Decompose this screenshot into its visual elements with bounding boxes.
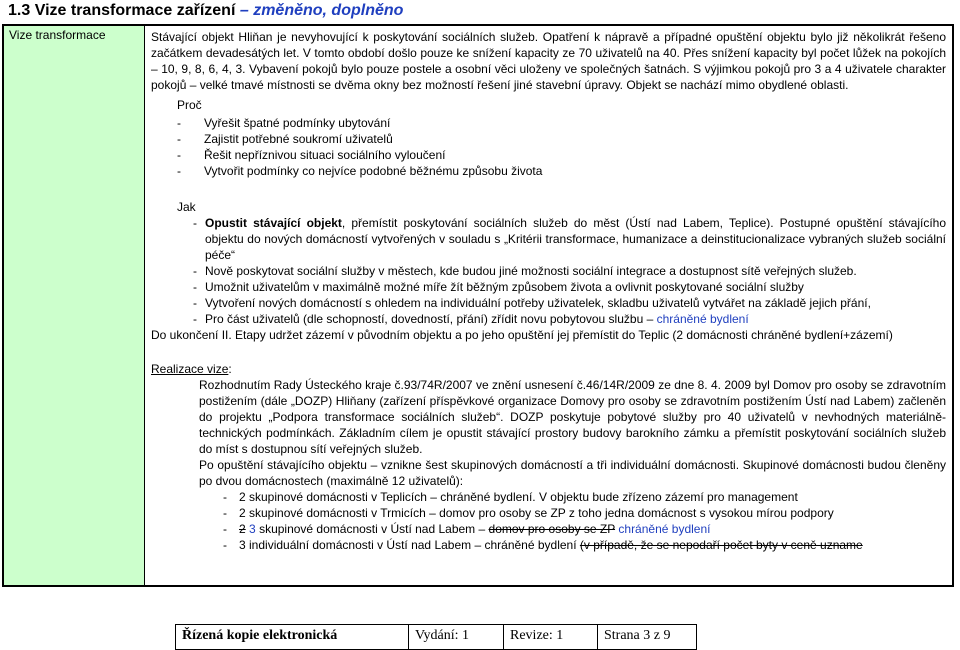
- row-content: [145, 26, 952, 585]
- vision-table: [2, 24, 954, 587]
- list-item: - Vytvoření nových domácností s ohledem na individuální potřeby uživatelek, skladbu uživatelů vytvářet na základě jejich přání,: [193, 296, 871, 310]
- section-title: Vize transformace zařízení: [34, 2, 236, 19]
- how-section: [151, 199, 946, 343]
- document-footer: [175, 624, 697, 650]
- why-section: [151, 97, 946, 179]
- list-item: - 2 skupinové domácnosti v Teplicích – chráněné bydlení. V objektu bude zřízeno zázemí pro management: [223, 490, 798, 504]
- list-item: - Opustit stávající objekt, přemístit poskytování sociálních služeb do měst (Ústí nad Labem, Teplice). Postupné opuštění stávajícího objektu do nových domácností vytvořených v souladu s „Kritérii transformace, humanizace a deinstitucionalizace vybraných služeb sociální péče“: [193, 216, 947, 262]
- change-note: – změněno, doplněno: [239, 2, 404, 19]
- section-heading: [8, 0, 403, 22]
- list-item: - Řešit nepříznivou situaci sociálního vyloučení: [177, 148, 446, 162]
- list-item: - Nově poskytovat sociální služby v městech, kde budou jiné možnosti sociální integrace a dostupnost sítě veřejných služeb.: [193, 264, 857, 278]
- realization-paragraph-1: Rozhodnutím Rady Ústeckého kraje č.93/74R/2007 ve znění usnesení č.46/14R/2009 ze dne 8. 4. 2009 byl Domov pro osoby se zdravotním postižením (dále „DOZP) Hliňany (zařízení příspěvkové organizace Domovy pro osoby se zdravotním postižením Ústí nad Labem) začleněn do projektu „Podpora transformace sociálních služeb“. DOZP poskytuje pobytové služby pro 40 uživatelů v nevhodných materiálně-technických podmínkách. Základním cílem je opustit stávající prostory budovy barokního zámku a přemístit poskytování sociálních služeb do míst s dostupnou sítí veřejných služeb.: [199, 378, 946, 456]
- how-list: [151, 215, 946, 327]
- phase-end-paragraph: Do ukončení II. Etapy udržet zázemí v původním objektu a po jeho opuštění jej přemístit do Teplic (2 domácnosti chráněné bydlení+zázemí): [151, 328, 893, 342]
- list-item: - Vytvořit podmínky co nejvíce podobné běžnému způsobu života: [177, 164, 543, 178]
- list-item: - 2 3 skupinové domácnosti v Ústí nad Labem – domov pro osoby se ZP chráněné bydlení: [223, 522, 711, 536]
- households-list: [151, 489, 946, 553]
- why-title: Proč: [177, 98, 202, 112]
- list-item: - Vyřešit špatné podmínky ubytování: [177, 116, 391, 130]
- list-item: - 3 individuální domácnosti v Ústí nad Labem – chráněné bydlení (v případě, že se nepodaří počet byty v ceně uzname: [223, 538, 863, 552]
- realization-paragraph-2: Po opuštění stávajícího objektu – vznikne šest skupinových domácností a tři individuální domácnosti. Skupinové domácnosti budou členěny po dvou domácnostech (maximálně 12 uživatelů):: [199, 458, 946, 488]
- section-number: 1.3: [8, 2, 31, 19]
- how-title: Jak: [177, 200, 196, 214]
- list-item: - Zajistit potřebné soukromí uživatelů: [177, 132, 393, 146]
- why-list: [177, 115, 946, 179]
- row-label: Vize transformace: [4, 26, 145, 585]
- list-item: - 2 skupinové domácnosti v Trmicích – domov pro osoby se ZP z toho jedna domácnost s vysokou mírou podpory: [223, 506, 834, 520]
- page-number: Strana 3 z 9: [604, 628, 671, 643]
- intro-paragraph: Stávající objekt Hliňan je nevyhovující k poskytování sociálních služeb. Opatření k nápravě a případné opuštění objektu bylo již několikrát řešeno začátkem devadesátých let. V tomto období došlo pouze ke snížení kapacity ze 70 uživatelů na 40. Přes snížení kapacity byl počet lůžek na pokojích – 10, 9, 8, 6, 4, 3. Vybavení pokojů bylo pouze postele a osobní věci uloženy ve společných šatnách. S výjimkou pokojů pro 3 a 4 uživatele charakter pokojů – velké tmavé místnosti se dvěma okny bez možností řešení jiné stavební úpravy. Objekt se nachází mimo obydlené oblasti.: [151, 30, 946, 92]
- controlled-copy-label: Řízená kopie elektronická: [176, 625, 409, 649]
- realization-title: Realizace vize:: [151, 362, 232, 376]
- issue-number: Vydání: 1: [409, 625, 504, 649]
- revision-number: Revize: 1: [504, 625, 598, 649]
- list-item: - Umožnit uživatelům v maximálně možné míře žít běžným způsobem života a ovlivnit poskytované sociální služby: [193, 280, 804, 294]
- realization-section: [151, 361, 946, 553]
- list-item: - Pro část uživatelů (dle schopností, dovedností, přání) zřídit novu pobytovou službu – chráněné bydlení: [193, 312, 749, 326]
